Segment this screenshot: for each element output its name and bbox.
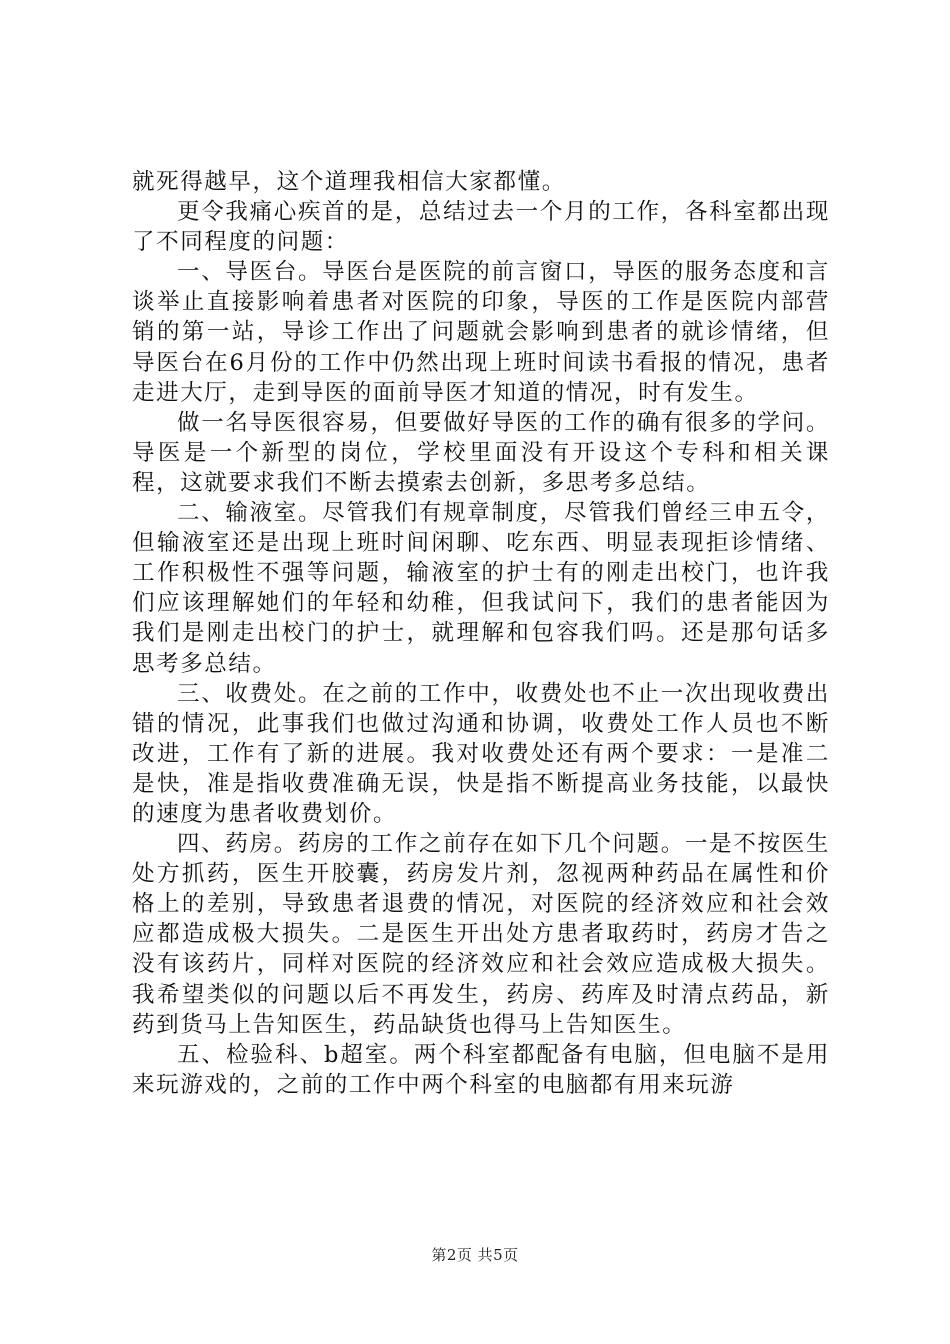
paragraph-infusion-room: 二、输液室。尽管我们有规章制度，尽管我们曾经三申五令，但输液室还是出现上班时间闲聊、吃东西、明显表现拒诊情绪、工作积极性不强等问题，输液室的护士有的刚走出校门，也许我们应该理解她们的年轻和幼稚，但我试问下，我们的患者能因为我们是刚走出校门的护士，就理解和包容我们吗。还是那句话多思考多总结。 bbox=[132, 500, 830, 677]
document-body bbox=[132, 167, 830, 1100]
paragraph-lab-ultrasound: 五、检验科、b超室。两个科室都配备有电脑，但电脑不是用来玩游戏的，之前的工作中两个科室的电脑都有用来玩游 bbox=[132, 1041, 830, 1098]
paragraph-intro-problems: 更令我痛心疾首的是，总结过去一个月的工作，各科室都出现了不同程度的问题： bbox=[132, 199, 830, 256]
page-number-footer: 第2页 共5页 bbox=[431, 1246, 519, 1264]
paragraph-cashier: 三、收费处。在之前的工作中，收费处也不止一次出现收费出错的情况，此事我们也做过沟通和协调，收费处工作人员也不断改进，工作有了新的进展。我对收费处还有两个要求：一是准二是快，准是指收费准确无误，快是指不断提高业务技能，以最快的速度为患者收费划价。 bbox=[132, 680, 830, 827]
paragraph-continuation: 就死得越早，这个道理我相信大家都懂。 bbox=[132, 169, 566, 195]
paragraph-guide-learning: 做一名导医很容易，但要做好导医的工作的确有很多的学问。导医是一个新型的岗位，学校里面没有开设这个专科和相关课程，这就要求我们不断去摸索去创新，多思考多总结。 bbox=[132, 409, 830, 496]
paragraph-pharmacy: 四、药房。药房的工作之前存在如下几个问题。一是不按医生处方抓药，医生开胶囊，药房发片剂，忽视两种药品在属性和价格上的差别，导致患者退费的情况，对医院的经济效应和社会效应都造成极大损失。二是医生开出处方患者取药时，药房才告之没有该药片，同样对医院的经济效应和社会效应造成极大损失。我希望类似的问题以后不再发生，药房、药库及时清点药品，新药到货马上告知医生，药品缺货也得马上告知医生。 bbox=[132, 831, 830, 1038]
paragraph-guide-desk: 一、导医台。导医台是医院的前言窗口，导医的服务态度和言谈举止直接影响着患者对医院的印象，导医的工作是医院内部营销的第一站，导诊工作出了问题就会影响到患者的就诊情绪，但导医台在6月份的工作中仍然出现上班时间读书看报的情况，患者走进大厅，走到导医的面前导医才知道的情况，时有发生。 bbox=[132, 259, 830, 406]
